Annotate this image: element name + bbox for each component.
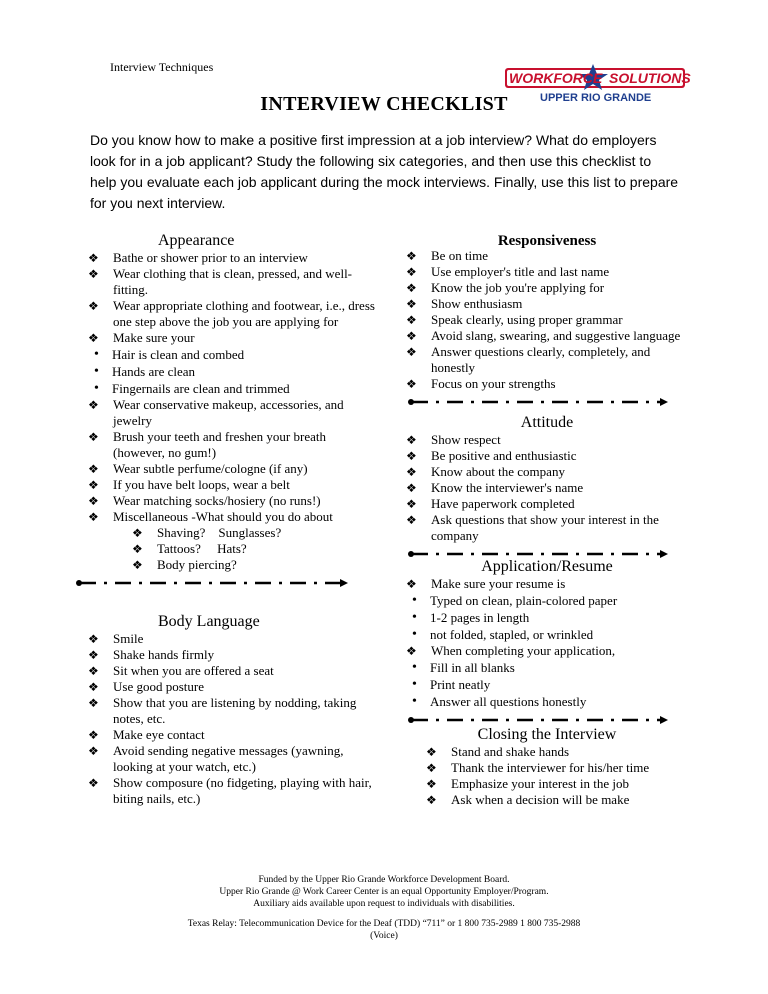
footer-line: Funded by the Upper Rio Grande Workforce Development Board. xyxy=(258,875,510,885)
list-item: ❖ Brush your teeth and freshen your breath (however, no gum!) xyxy=(88,429,378,461)
list-item: ❖ Avoid sending negative messages (yawning, looking at your watch, etc.) xyxy=(88,743,378,775)
footer xyxy=(0,874,768,942)
application-list-2 xyxy=(406,643,688,659)
list-item: ❖ Ask when a decision will be make xyxy=(426,792,688,808)
list-item: ❖ Focus on your strengths xyxy=(406,376,688,392)
list-item: ❖ Shaving? Sunglasses? xyxy=(132,525,378,541)
list-item: ❖ Show enthusiasm xyxy=(406,296,688,312)
list-item: ❖ Use good posture xyxy=(88,679,378,695)
application-bullets-2 xyxy=(406,659,688,710)
footer-line: Upper Rio Grande @ Work Career Center is an equal Opportunity Employer/Program. xyxy=(219,887,549,897)
appearance-bullets xyxy=(88,346,378,397)
list-item: ❖ Speak clearly, using proper grammar xyxy=(406,312,688,328)
list-item: ❖ Sit when you are offered a seat xyxy=(88,663,378,679)
list-item: • Hair is clean and combed xyxy=(90,346,378,363)
section-divider xyxy=(406,396,670,408)
list-item: • Hands are clean xyxy=(90,363,378,380)
list-item: ❖ Show that you are listening by nodding, taking notes, etc. xyxy=(88,695,378,727)
misc-list xyxy=(88,525,378,573)
section-divider xyxy=(74,577,350,589)
list-item: ❖ Show composure (no fidgeting, playing with hair, biting nails, etc.) xyxy=(88,775,378,807)
list-item: • Print neatly xyxy=(408,676,688,693)
list-item: ❖ Wear conservative makeup, accessories, and jewelry xyxy=(88,397,378,429)
appearance-list-2 xyxy=(88,397,378,525)
list-item: ❖ Be on time xyxy=(406,248,688,264)
body-language-title: Body Language xyxy=(158,613,260,630)
list-item: ❖ Wear clothing that is clean, pressed, and well-fitting. xyxy=(88,266,378,298)
list-item: ❖ Know the interviewer's name xyxy=(406,480,688,496)
list-item: ❖ When completing your application, xyxy=(406,643,688,659)
appearance-title: Appearance xyxy=(158,232,235,249)
left-column xyxy=(88,232,378,807)
list-item: • Fill in all blanks xyxy=(408,659,688,676)
application-list-1 xyxy=(406,576,688,592)
list-item: ❖ Smile xyxy=(88,631,378,647)
list-item: ❖ Have paperwork completed xyxy=(406,496,688,512)
list-item: ❖ Wear appropriate clothing and footwear, i.e., dress one step above the job you are applying for xyxy=(88,298,378,330)
responsiveness-list xyxy=(406,248,688,392)
list-item: ❖ Wear subtle perfume/cologne (if any) xyxy=(88,461,378,477)
list-item: ❖ Bathe or shower prior to an interview xyxy=(88,250,378,266)
application-bullets-1 xyxy=(406,592,688,643)
list-item: • Answer all questions honestly xyxy=(408,693,688,710)
list-item: ❖ Avoid slang, swearing, and suggestive language xyxy=(406,328,688,344)
list-item: • Fingernails are clean and trimmed xyxy=(90,380,378,397)
list-item: ❖ Know about the company xyxy=(406,464,688,480)
body-language-list xyxy=(88,631,378,807)
list-item: ❖ Be positive and enthusiastic xyxy=(406,448,688,464)
workforce-solutions-logo: WORKFORCE SOLUTIONS UPPER RIO GRANDE xyxy=(505,62,685,108)
intro-paragraph: Do you know how to make a positive first impression at a job interview? What do employers look for in a job applicant? Study the following six categories, and then use this checklist to help you evaluate each job applicant during the mock interviews. Finally, use this list to prepare for you next interview. xyxy=(90,132,679,211)
page-title: INTERVIEW CHECKLIST xyxy=(260,93,508,115)
list-item: • 1-2 pages in length xyxy=(408,609,688,626)
footer-line: (Voice) xyxy=(370,931,398,941)
responsiveness-title: Responsiveness xyxy=(497,233,597,249)
list-item: ❖ Make sure your resume is xyxy=(406,576,688,592)
list-item: ❖ Thank the interviewer for his/her time xyxy=(426,760,688,776)
list-item: ❖ Wear matching socks/hosiery (no runs!) xyxy=(88,493,378,509)
section-divider xyxy=(406,714,670,726)
list-item: • not folded, stapled, or wrinkled xyxy=(408,626,688,643)
appearance-list xyxy=(88,250,378,346)
list-item: ❖ Body piercing? xyxy=(132,557,378,573)
list-item: ❖ Make sure your xyxy=(88,330,378,346)
attitude-title: Attitude xyxy=(520,414,574,431)
list-item: ❖ Emphasize your interest in the job xyxy=(426,776,688,792)
section-divider xyxy=(406,548,670,560)
list-item: ❖ Use employer's title and last name xyxy=(406,264,688,280)
list-item: ❖ Make eye contact xyxy=(88,727,378,743)
footer-line: Auxiliary aids available upon request to individuals with disabilities. xyxy=(253,899,515,909)
header-small-title: Interview Techniques xyxy=(110,60,214,74)
list-item: ❖ Show respect xyxy=(406,432,688,448)
list-item: ❖ Tattoos? Hats? xyxy=(132,541,378,557)
attitude-list xyxy=(406,432,688,544)
list-item: ❖ Miscellaneous -What should you do about xyxy=(88,509,378,525)
list-item: ❖ Know the job you're applying for xyxy=(406,280,688,296)
right-column xyxy=(406,232,688,808)
list-item: ❖ Stand and shake hands xyxy=(426,744,688,760)
footer-line: Texas Relay: Telecommunication Device for the Deaf (TDD) “711” or 1 800 735-2989 1 800 735-2988 xyxy=(187,919,581,929)
list-item: ❖ Shake hands firmly xyxy=(88,647,378,663)
list-item: • Typed on clean, plain-colored paper xyxy=(408,592,688,609)
closing-title: Closing the Interview xyxy=(477,726,617,743)
list-item: ❖ If you have belt loops, wear a belt xyxy=(88,477,378,493)
application-title: Application/Resume xyxy=(481,558,613,575)
closing-list xyxy=(406,744,688,808)
list-item: ❖ Ask questions that show your interest in the company xyxy=(406,512,688,544)
list-item: ❖ Answer questions clearly, completely, and honestly xyxy=(406,344,688,376)
